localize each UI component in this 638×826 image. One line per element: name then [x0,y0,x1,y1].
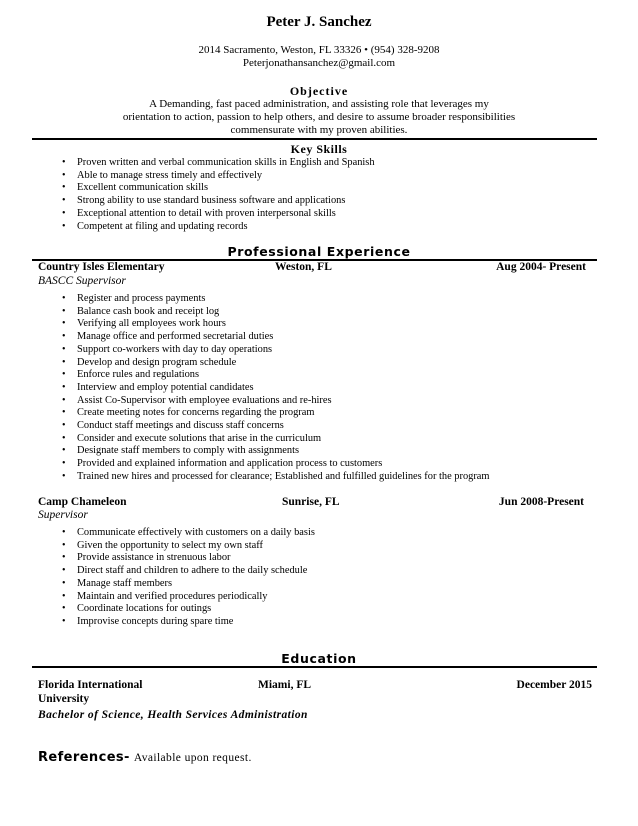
list-item: • Communicate effectively with customers on a daily basis [32,527,315,540]
divider-education [32,666,597,668]
list-item: • Consider and execute solutions that arise in the curriculum [32,433,490,446]
job-2-role: Supervisor [38,509,88,521]
list-item: • Strong ability to use standard business software and applications [32,195,375,208]
key-skills-list [32,157,375,233]
list-item: • Able to manage stress timely and effectively [32,170,375,183]
objective-line-1: A Demanding, fast paced administration, and assisting role that leverages my [149,98,489,110]
education-school-line-1: Florida International [38,679,143,691]
job-1-duties [32,293,490,484]
list-item: • Register and process payments [32,293,490,306]
list-item: • Manage office and performed secretarial duties [32,331,490,344]
education-degree: Bachelor of Science, Health Services Administration [38,709,308,721]
references-text: Available upon request. [133,752,252,764]
objective-title: Objective [289,84,349,98]
job-2-duties [32,527,315,629]
list-item: • Manage staff members [32,578,315,591]
contact-email: Peterjonathansanchez@gmail.com [242,57,396,69]
list-item: • Conduct staff meetings and discuss staff concerns [32,420,490,433]
list-item: • Create meeting notes for concerns regarding the program [32,407,490,420]
job-2-employer: Camp Chameleon [38,496,127,508]
job-1-role: BASCC Supervisor [38,275,126,287]
references-label: References- [38,750,130,765]
job-2-location: Sunrise, FL [282,496,340,508]
references-line [38,748,252,766]
education-school-line-2: University [38,693,90,705]
key-skills-title: Key Skills [290,142,348,156]
list-item: • Assist Co-Supervisor with employee evaluations and re-hires [32,395,490,408]
list-item: • Verifying all employees work hours [32,318,490,331]
list-item: • Exceptional attention to detail with proven interpersonal skills [32,208,375,221]
list-item: • Given the opportunity to select my own staff [32,540,315,553]
job-1-dates: Aug 2004- Present [496,261,586,273]
list-item: • Maintain and verified procedures periodically [32,591,315,604]
education-title: Education [281,651,357,666]
experience-title: Professional Experience [227,244,411,259]
list-item: • Trained new hires and processed for clearance; Established and fulfilled guidelines for the program [32,471,490,484]
list-item: • Provided and explained information and application process to customers [32,458,490,471]
list-item: • Direct staff and children to adhere to the daily schedule [32,565,315,578]
list-item: • Improvise concepts during spare time [32,616,315,629]
education-date: December 2015 [516,679,592,691]
list-item: • Excellent communication skills [32,182,375,195]
divider-skills [32,138,597,140]
list-item: • Support co-workers with day to day operations [32,344,490,357]
resume-name: Peter J. Sanchez [266,14,372,30]
contact-address: 2014 Sacramento, Weston, FL 33326 • (954) 328-9208 [198,44,440,56]
job-1-employer: Country Isles Elementary [38,261,165,273]
list-item: • Enforce rules and regulations [32,369,490,382]
list-item: • Proven written and verbal communication skills in English and Spanish [32,157,375,170]
list-item: • Develop and design program schedule [32,357,490,370]
list-item: • Designate staff members to comply with assignments [32,445,490,458]
education-location: Miami, FL [258,679,312,691]
job-1-location: Weston, FL [275,261,332,273]
objective-line-2: orientation to action, passion to help others, and desire to assume broader responsibilities [122,111,516,123]
list-item: • Balance cash book and receipt log [32,306,490,319]
list-item: • Interview and employ potential candidates [32,382,490,395]
list-item: • Coordinate locations for outings [32,603,315,616]
objective-line-3: commensurate with my proven abilities. [230,124,408,136]
list-item: • Provide assistance in strenuous labor [32,552,315,565]
job-2-dates: Jun 2008-Present [498,496,584,508]
list-item: • Competent at filing and updating records [32,221,375,234]
